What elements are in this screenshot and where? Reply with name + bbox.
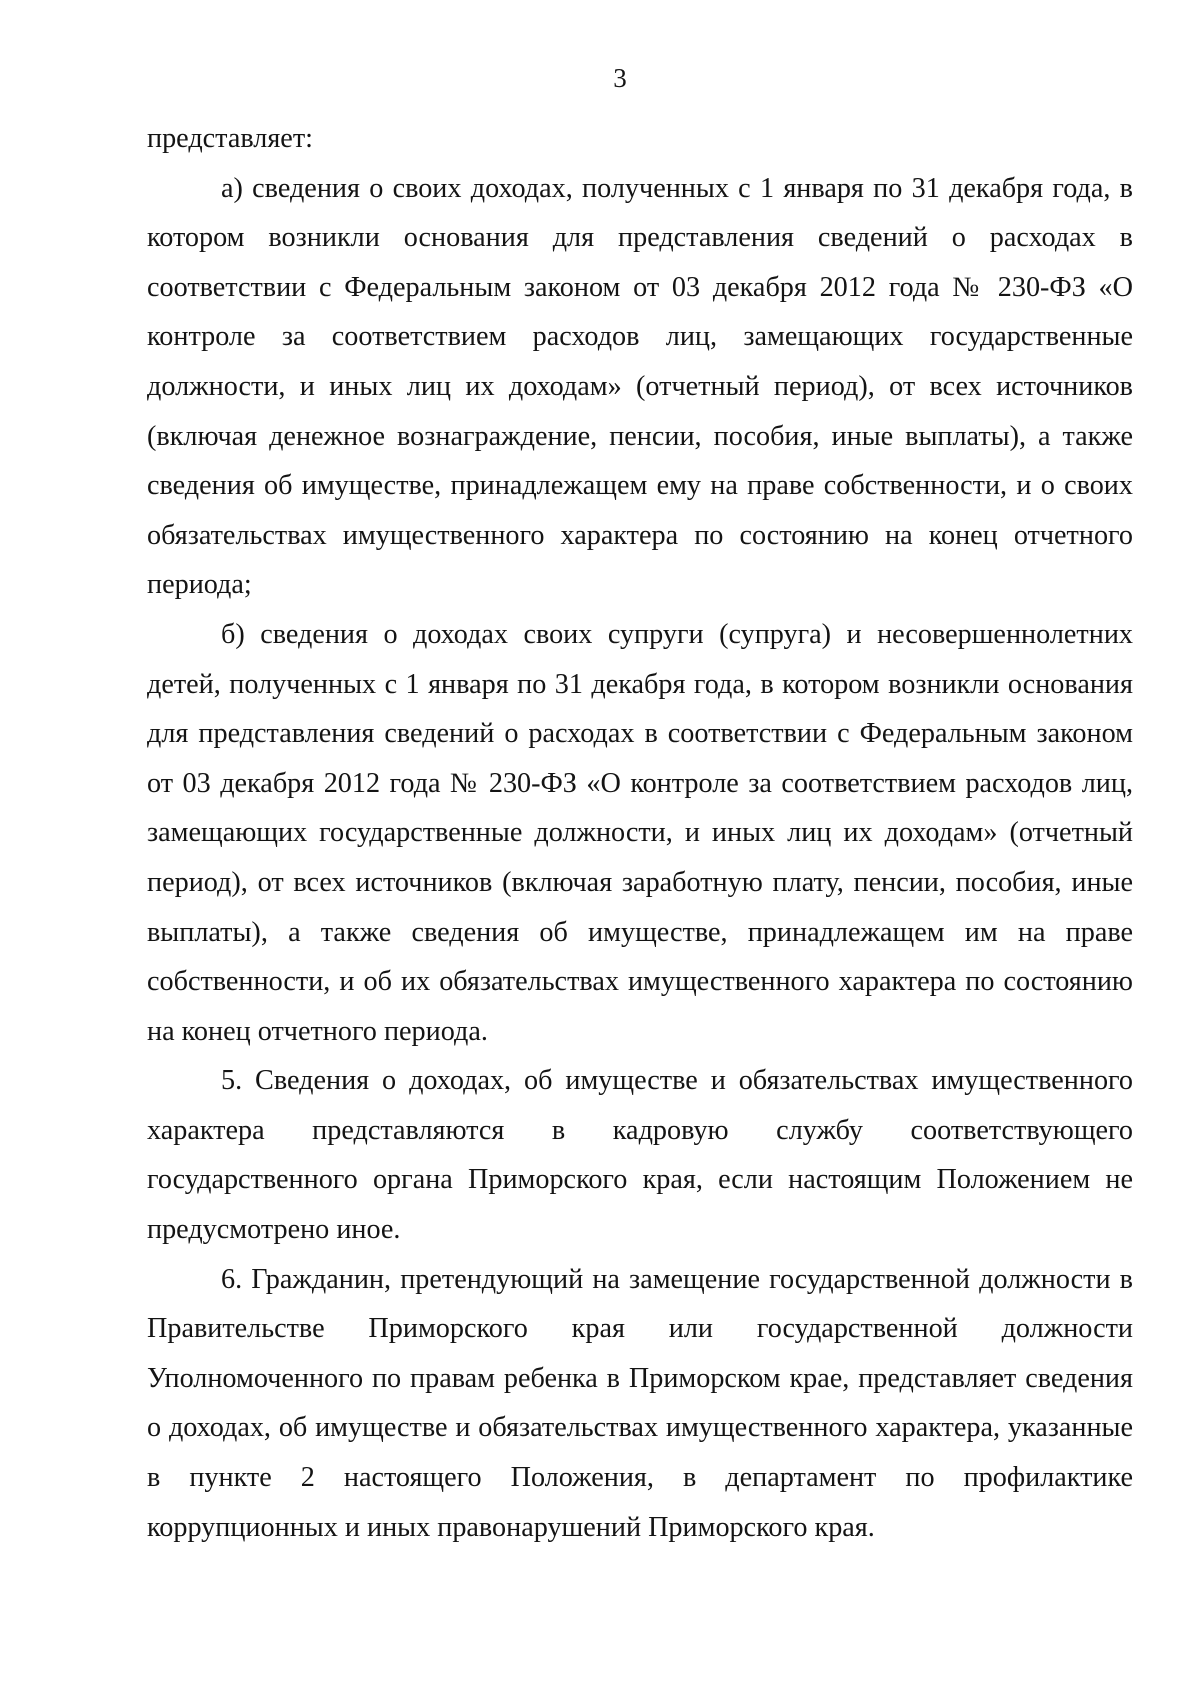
- paragraph-subitem-a: а) сведения о своих доходах, полученных с 1 января по 31 декабря года, в котором возникли основания для представления сведений о расходах в соответствии с Федеральным законом от 03 декабря 2012 года № 230-ФЗ «О контроле за соответствием расходов лиц, замещающих государственные должности, и иных лиц их доходам» (отчетный период), от всех источников (включая денежное вознаграждение, пенсии, пособия, иные выплаты), а также сведения об имуществе, принадлежащем ему на праве собственности, и о своих обязательствах имущественного характера по состоянию на конец отчетного периода;: [147, 172, 1133, 601]
- page-number: 3: [613, 63, 627, 93]
- paragraph-item-6: 6. Гражданин, претендующий на замещение государственной должности в Правительстве Приморского края или государственной должности Уполномоченного по правам ребенка в Приморском крае, представляет сведения о доходах, об имуществе и обязательствах имущественного характера, указанные в пункте 2 настоящего Положения, в департамент по профилактике коррупционных и иных правонарушений Приморского края.: [147, 1263, 1133, 1543]
- paragraph-continuation: представляет:: [147, 123, 313, 154]
- document-body: [147, 114, 1133, 1552]
- paragraph-item-5: 5. Сведения о доходах, об имуществе и обязательствах имущественного характера представляются в кадровую службу соответствующего государственного органа Приморского края, если настоящим Положением не предусмотрено иное.: [147, 1065, 1133, 1246]
- paragraph-subitem-b: б) сведения о доходах своих супруги (супруга) и несовершеннолетних детей, полученных с 1 января по 31 декабря года, в котором возникли основания для представления сведений о расходах в соответствии с Федеральным законом от 03 декабря 2012 года № 230-ФЗ «О контроле за соответствием расходов лиц, замещающих государственные должности, и иных лиц их доходам» (отчетный период), от всех источников (включая заработную плату, пенсии, пособия, иные выплаты), а также сведения об имуществе, принадлежащем им на праве собственности, и об их обязательствах имущественного характера по состоянию на конец отчетного периода.: [147, 618, 1133, 1047]
